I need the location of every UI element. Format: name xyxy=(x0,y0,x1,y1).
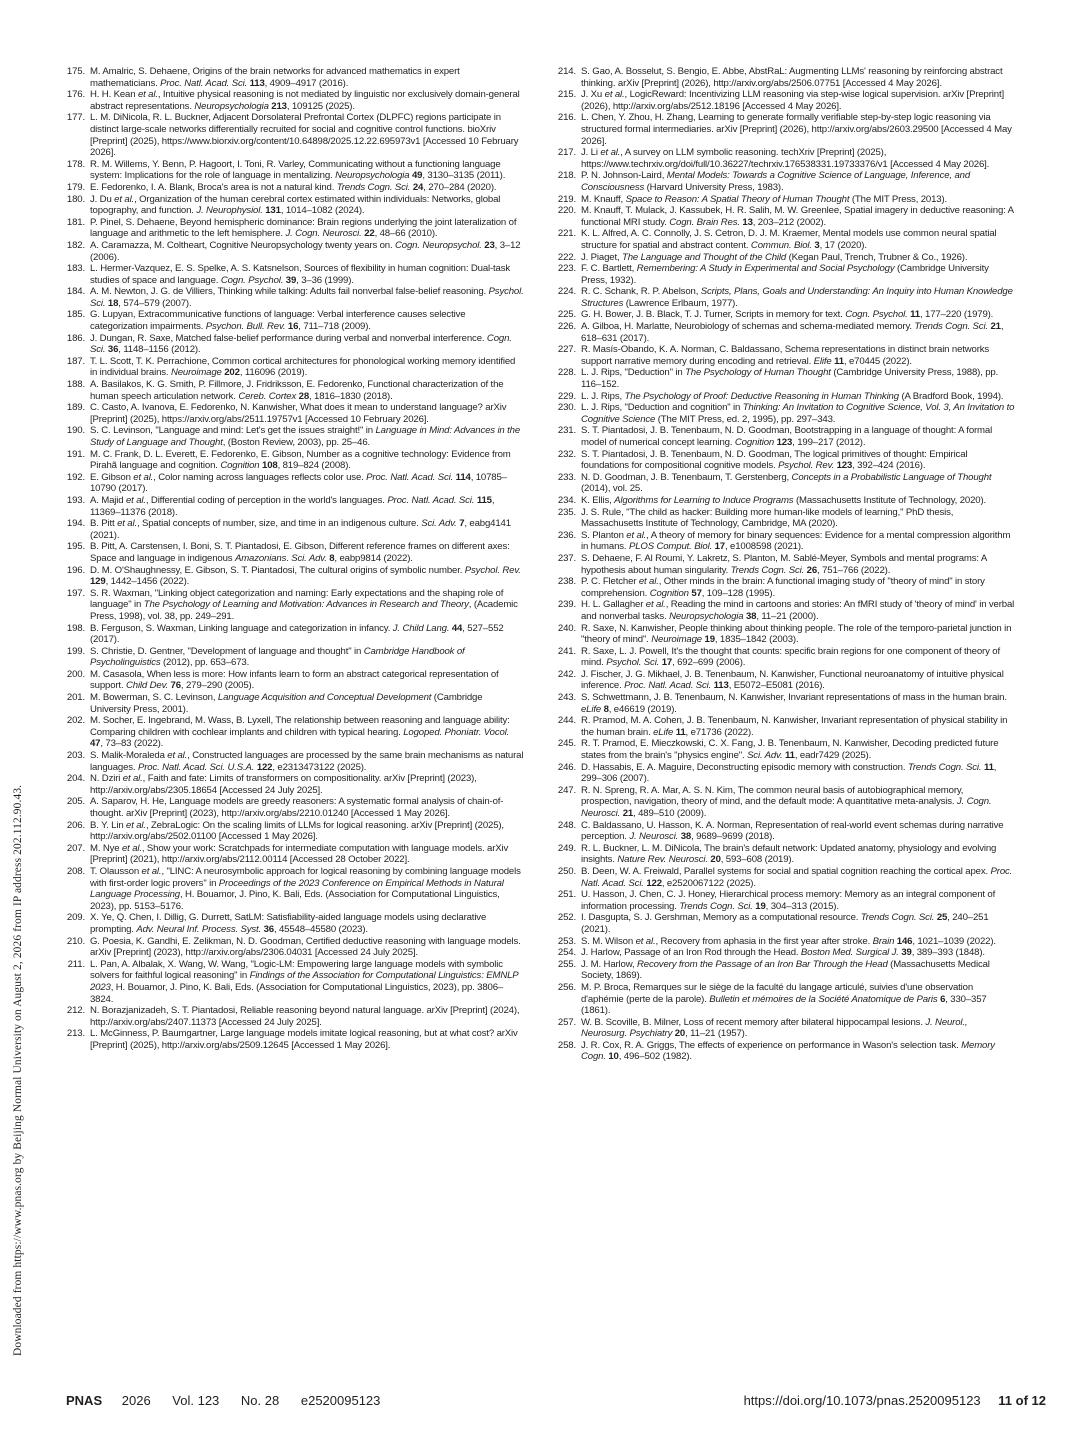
reference-item xyxy=(64,309,524,332)
reference-number: 231. xyxy=(557,425,576,437)
reference-text: S. Christie, D. Gentner, "Development of language and thought" in Cambridge Handbook of Psycholinguistics (2012), pp. 653–673. xyxy=(90,645,465,669)
reference-number: 185. xyxy=(66,309,85,321)
reference-item xyxy=(64,112,524,158)
reference-item xyxy=(64,495,524,518)
reference-number: 240. xyxy=(557,622,576,634)
reference-item xyxy=(555,623,1015,646)
reference-text: S. Dehaene, F. Al Roumi, Y. Lakretz, S. Planton, M. Sablé-Meyer, Symbols and mental programs: A hypothesis about human singularity. Trends Cogn. Sci. 26, 751–766 (2022). xyxy=(581,552,987,576)
reference-text: P. N. Johnson-Laird, Mental Models: Towards a Cognitive Science of Language, Inference, and Consciousness (Harvard University Press, 1983). xyxy=(581,170,971,193)
reference-item xyxy=(555,843,1015,866)
reference-text: S. T. Piantadosi, J. B. Tenenbaum, N. D. Goodman, Bootstrapping in a language of thought: A formal model of numerical concept learning. Cognition 123, 199–217 (2012). xyxy=(581,425,993,448)
reference-item xyxy=(555,692,1015,715)
reference-text: U. Hasson, J. Chen, C. J. Honey, Hierarchical process memory: Memory as an integral component of information processing. Trends Cogn. Sci. 19, 304–313 (2015). xyxy=(581,889,996,912)
reference-number: 181. xyxy=(66,216,85,228)
reference-number: 182. xyxy=(66,239,85,251)
reference-item xyxy=(555,495,1015,507)
reference-text: G. H. Bower, J. B. Black, T. J. Turner, Scripts in memory for text. Cogn. Psychol. 11, 177–220 (1979). xyxy=(581,309,994,321)
reference-number: 223. xyxy=(557,263,576,275)
reference-item xyxy=(64,796,524,819)
reference-text: M. Knauff, T. Mulack, J. Kassubek, H. R. Salih, M. W. Greenlee, Spatial imagery in deductive reasoning: A functional MRI study. Cogn. Brain Res. 13, 203–212 (2002). xyxy=(581,205,1014,228)
reference-number: 201. xyxy=(66,692,85,704)
reference-item xyxy=(64,159,524,182)
reference-number: 206. xyxy=(66,819,85,831)
reference-item xyxy=(64,240,524,263)
reference-text: S. Planton et al., A theory of memory for binary sequences: Evidence for a mental compression algorithm in humans. PLOS Comput. Biol. 17, e1008598 (2021). xyxy=(581,529,1011,553)
reference-number: 248. xyxy=(557,819,576,831)
reference-item xyxy=(64,623,524,646)
reference-text: M. Bowerman, S. C. Levinson, Language Acquisition and Conceptual Development (Cambridge University Press, 2001). xyxy=(90,692,483,715)
reference-number: 194. xyxy=(66,518,85,530)
reference-number: 221. xyxy=(557,228,576,240)
reference-text: N. D. Goodman, J. B. Tenenbaum, T. Gerstenberg, Concepts in a Probabilistic Language of Thought (2014), vol. 25. xyxy=(581,471,992,495)
reference-number: 228. xyxy=(557,367,576,379)
reference-number: 195. xyxy=(66,541,85,553)
reference-item xyxy=(555,147,1015,170)
reference-item xyxy=(64,379,524,402)
reference-number: 186. xyxy=(66,332,85,344)
reference-text: S. Gao, A. Bosselut, S. Bengio, E. Abbe, AbstRaL: Augmenting LLMs' reasoning by reinforcing abstract thinking. arXiv [Preprint] (2026), http://arxiv.org/abs/2506.07751 [Accessed 4 May 2026]. xyxy=(581,66,1003,89)
reference-item xyxy=(555,309,1015,321)
reference-text: S. M. Wilson et al., Recovery from aphasia in the first year after stroke. Brain 146, 1021–1039 (2022). xyxy=(581,935,996,947)
reference-text: E. Fedorenko, I. A. Blank, Broca's area is not a natural kind. Trends Cogn. Sci. 24, 270–284 (2020). xyxy=(90,181,497,193)
reference-item xyxy=(64,449,524,472)
reference-number: 255. xyxy=(557,958,576,970)
reference-item xyxy=(555,391,1015,403)
reference-item xyxy=(64,425,524,448)
footer-citation xyxy=(66,1393,398,1408)
reference-item xyxy=(555,646,1015,669)
reference-item xyxy=(64,356,524,379)
reference-text: M. C. Frank, D. L. Everett, E. Fedorenko, E. Gibson, Number as a cognitive technology: Evidence from Pirahã language and cognition. Cognition 108, 819–824 (2008). xyxy=(90,448,511,472)
reference-number: 250. xyxy=(557,865,576,877)
reference-text: M. P. Broca, Remarques sur le siège de la faculté du langage articulé, suivies d'une observation d'aphémie (perte de la parole). Bulletin et mémoires de la Société Anatomique de Paris 6, 330–357 (1861). xyxy=(581,981,987,1017)
reference-number: 239. xyxy=(557,599,576,611)
reference-item xyxy=(64,866,524,912)
reference-number: 233. xyxy=(557,471,576,483)
reference-item xyxy=(64,286,524,309)
reference-number: 208. xyxy=(66,865,85,877)
reference-number: 213. xyxy=(66,1028,85,1040)
reference-item xyxy=(555,263,1015,286)
reference-text: R. Masís-Obando, K. A. Norman, C. Baldassano, Schema representations in distinct brain networks support narrative memory during encoding and retrieval. Elife 11, e70445 (2022). xyxy=(581,344,990,367)
reference-number: 236. xyxy=(557,529,576,541)
reference-text: T. Olausson et al., "LINC: A neurosymbolic approach for logical reasoning by combining language models with first-order logic provers" in Proceedings of the 2023 Conference on Empirical Methods in Natural Language Processing, H. Bouamor, J. Pino, K. Bali, Eds. (Association for Computational Linguistics, 2023), pp. 5153–5176. xyxy=(90,865,521,912)
reference-text: M. Socher, E. Ingebrand, M. Wass, B. Lyxell, The relationship between reasoning and language ability: Comparing children with cochlear implants and children with typical hearing. Logoped. Phoniatr. Vocol. 47, 73–83 (2022). xyxy=(90,715,510,750)
reference-text: S. Schwettmann, J. B. Tenenbaum, N. Kanwisher, Invariant representations of mass in the human brain. eLife 8, e46619 (2019). xyxy=(581,692,1007,715)
reference-text: N. Dziri et al., Faith and fate: Limits of transformers on compositionality. arXiv [Preprint] (2023), http://arxiv.org/abs/2305.18654 [Accessed 24 July 2025]. xyxy=(90,773,477,796)
reference-item xyxy=(555,170,1015,193)
reference-number: 244. xyxy=(557,715,576,727)
reference-item xyxy=(64,936,524,959)
reference-number: 178. xyxy=(66,158,85,170)
doi-link[interactable]: https://doi.org/10.1073/pnas.2520095123 xyxy=(743,1393,981,1408)
reference-number: 247. xyxy=(557,784,576,796)
reference-list-left xyxy=(64,66,524,1051)
reference-number: 189. xyxy=(66,402,85,414)
reference-item xyxy=(64,1005,524,1028)
footer-year: 2026 xyxy=(121,1393,151,1408)
reference-number: 191. xyxy=(66,448,85,460)
reference-item xyxy=(64,588,524,623)
reference-item xyxy=(64,646,524,669)
reference-item xyxy=(555,321,1015,344)
reference-text: S. Malik-Moraleda et al., Constructed languages are processed by the same brain mechanisms as natural languages. Proc. Natl. Acad. Sci. U.S.A. 122, e2313473122 (2025). xyxy=(90,750,524,773)
reference-text: R. N. Spreng, R. A. Mar, A. S. N. Kim, The common neural basis of autobiographical memory, prospection, navigation, theory of mind, and the default mode: A quantitative meta-analysis. J. Cogn. Neurosci. 21, 489–510 (2009). xyxy=(581,784,992,819)
reference-text: C. Casto, A. Ivanova, E. Fedorenko, N. Kanwisher, What does it mean to understand language? arXiv [Preprint] (2025), https://arxiv.org/abs/2511.19757v1 [Accessed 10 February 2026]. xyxy=(90,402,507,425)
reference-number: 249. xyxy=(557,842,576,854)
reference-item xyxy=(555,367,1015,390)
reference-number: 251. xyxy=(557,889,576,901)
reference-item xyxy=(555,112,1015,147)
reference-text: T. L. Scott, T. K. Perrachione, Common cortical architectures for phonological working memory identified in individual brains. Neuroimage 202, 116096 (2019). xyxy=(90,355,516,379)
reference-item xyxy=(64,669,524,692)
reference-number: 227. xyxy=(557,344,576,356)
reference-text: R. Saxe, N. Kanwisher, People thinking about thinking people. The role of the temporo-parietal junction in "theory of mind". Neuroimage 19, 1835–1842 (2003). xyxy=(581,622,1012,646)
reference-item xyxy=(64,750,524,773)
reference-text: W. B. Scoville, B. Milner, Loss of recent memory after bilateral hippocampal lesions. J. Neurol., Neurosurg. Psychiatry 20, 11–21 (1957). xyxy=(581,1016,968,1040)
reference-item xyxy=(64,959,524,1005)
reference-text: J. Harlow, Passage of an Iron Rod through the Head. Boston Med. Surgical J. 39, 389–393 (1848). xyxy=(581,947,985,959)
reference-item xyxy=(555,89,1015,112)
reference-text: S. R. Waxman, "Linking object categorization and naming: Early expectations and the shaping role of language" in The Psychology of Learning and Motivation: Advances in Research and Theory, (Academic Press, 1998), vol. 38, pp. 249–291. xyxy=(90,587,518,622)
reference-number: 224. xyxy=(557,286,576,298)
reference-text: A. Majid et al., Differential coding of perception in the world's languages. Proc. Natl. Acad. Sci. 115, 11369–11376 (2018). xyxy=(90,494,495,518)
reference-text: J. Dungan, R. Saxe, Matched false-belief performance during verbal and nonverbal interference. Cogn. Sci. 36, 1148–1156 (2012). xyxy=(90,332,512,356)
reference-item xyxy=(555,599,1015,622)
reference-text: L. M. DiNicola, R. L. Buckner, Adjacent Dorsolateral Prefrontal Cortex (DLPFC) regions participate in distinct large-scale networks differentially recruited for social and cognitive control functions. bioXriv [Preprint] (2025), https://www.biorxiv.org/content/10.64898/2025.12.22.695973v1 [Accessed 10 February 2026]. xyxy=(90,112,519,159)
reference-text: P. Pinel, S. Dehaene, Beyond hemispheric dominance: Brain regions underlying the joint lateralization of language and arithmetic to the left hemisphere. J. Cogn. Neurosci. 22, 48–66 (2010). xyxy=(90,216,517,240)
reference-item xyxy=(64,843,524,866)
reference-item xyxy=(555,785,1015,820)
reference-text: B. Y. Lin et al., ZebraLogic: On the scaling limits of LLMs for logical reasoning. arXiv [Preprint] (2025), http://arxiv.org/abs/2502.01100 [Accessed 1 May 2026]. xyxy=(90,819,504,843)
reference-text: L. J. Rips, The Psychology of Proof: Deductive Reasoning in Human Thinking (A Bradford Book, 1994). xyxy=(581,390,1004,402)
reference-text: B. Pitt, A. Carstensen, I. Boni, S. T. Piantadosi, E. Gibson, Different reference frames on different axes: Space and language in indigenous Amazonians. Sci. Adv. 8, eabp9814 (2022). xyxy=(90,541,510,564)
reference-item xyxy=(64,1028,524,1051)
reference-text: H. H. Kean et al., Intuitive physical reasoning is not mediated by linguistic nor exclusively domain-general abstract representations. Neuropsychologia 213, 109125 (2025). xyxy=(90,89,520,112)
reference-number: 238. xyxy=(557,576,576,588)
reference-item xyxy=(64,182,524,194)
reference-text: K. Ellis, Algorithms for Learning to Induce Programs (Massachusetts Institute of Technology, 2020). xyxy=(581,494,987,506)
reference-item xyxy=(555,959,1015,982)
reference-list-right xyxy=(555,66,1015,1063)
reference-text: E. Gibson et al., Color naming across languages reflects color use. Proc. Natl. Acad. Sci. 114, 10785–10790 (2017). xyxy=(90,471,507,495)
reference-number: 229. xyxy=(557,390,576,402)
footer-volume: Vol. 123 xyxy=(172,1393,220,1408)
reference-number: 183. xyxy=(66,263,85,275)
page-footer xyxy=(66,1393,1046,1411)
reference-text: A. Basilakos, K. G. Smith, P. Fillmore, J. Fridriksson, E. Fedorenko, Functional characterization of the human speech articulation network. Cereb. Cortex 28, 1816–1830 (2018). xyxy=(90,379,504,402)
reference-number: 188. xyxy=(66,379,85,391)
reference-text: B. Deen, W. A. Freiwald, Parallel systems for social and spatial cognition reaching the cortical apex. Proc. Natl. Acad. Sci. 122, e2520067122 (2025). xyxy=(581,865,1013,889)
reference-item xyxy=(64,89,524,112)
reference-number: 179. xyxy=(66,181,85,193)
reference-number: 225. xyxy=(557,309,576,321)
reference-text: I. Dasgupta, S. J. Gershman, Memory as a computational resource. Trends Cogn. Sci. 25, 240–251 (2021). xyxy=(581,912,989,935)
reference-text: X. Ye, Q. Chen, I. Dillig, G. Durrett, SatLM: Satisfiability-aided language models using declarative prompting. Adv. Neural Inf. Process. Syst. 36, 45548–45580 (2023). xyxy=(90,912,487,935)
reference-number: 184. xyxy=(66,286,85,298)
reference-item xyxy=(555,576,1015,599)
reference-number: 203. xyxy=(66,750,85,762)
reference-text: R. M. Willems, Y. Benn, P. Hagoort, I. Toni, R. Varley, Communicating without a functioning language system: Implications for the role of language in mentalizing. Neuropsychologia 49, 3130–3135 (2011). xyxy=(90,158,506,182)
reference-number: 180. xyxy=(66,193,85,205)
reference-item xyxy=(64,194,524,217)
reference-text: B. Ferguson, S. Waxman, Linking language and categorization in infancy. J. Child Lang. 44, 527–552 (2017). xyxy=(90,622,504,646)
reference-number: 253. xyxy=(557,935,576,947)
reference-text: A. Caramazza, M. Coltheart, Cognitive Neuropsychology twenty years on. Cogn. Neuropsychol. 23, 3–12 (2006). xyxy=(90,239,521,263)
reference-item xyxy=(555,472,1015,495)
reference-number: 177. xyxy=(66,112,85,124)
reference-number: 212. xyxy=(66,1005,85,1017)
reference-text: S. C. Levinson, "Language and mind: Let's get the issues straight!" in Language in Mind: Advances in the Study of Language and Thought, (Boston Review, 2003), pp. 25–46. xyxy=(90,425,521,448)
reference-text: M. Casasola, When less is more: How infants learn to form an abstract categorical representation of support. Child Dev. 76, 279–290 (2005). xyxy=(90,668,499,692)
reference-number: 217. xyxy=(557,147,576,159)
reference-number: 214. xyxy=(557,66,576,77)
reference-number: 187. xyxy=(66,355,85,367)
reference-text: L. Chen, Y. Zhou, H. Zhang, Learning to generate formally verifiable step-by-step logic reasoning via structured formal intermediaries. arXiv [Preprint] (2026), http://arxiv.org/abs/2603.29500 [Accessed 4 May 2026]. xyxy=(581,112,1012,147)
reference-number: 230. xyxy=(557,402,576,414)
reference-text: J. Du et al., Organization of the human cerebral cortex estimated within individuals: Networks, global topography, and function. J. Neurophysiol. 131, 1014–1082 (2024). xyxy=(90,193,501,217)
reference-item xyxy=(555,252,1015,264)
reference-item xyxy=(64,773,524,796)
reference-item xyxy=(555,912,1015,935)
reference-number: 254. xyxy=(557,947,576,959)
reference-text: P. C. Fletcher et al., Other minds in the brain: A functional imaging study of "theory of mind" in story comprehension. Cognition 57, 109–128 (1995). xyxy=(581,576,985,599)
reference-text: R. Saxe, L. J. Powell, It's the thought that counts: specific brain regions for one component of theory of mind. Psychol. Sci. 17, 692–699 (2006). xyxy=(581,645,1000,669)
reference-text: D. M. O'Shaughnessy, E. Gibson, S. T. Piantadosi, The cultural origins of symbolic number. Psychol. Rev. 129, 1442–1456 (2022). xyxy=(90,564,521,588)
reference-number: 197. xyxy=(66,587,85,599)
reference-item xyxy=(555,889,1015,912)
reference-item xyxy=(64,472,524,495)
reference-number: 218. xyxy=(557,170,576,182)
reference-item xyxy=(64,692,524,715)
reference-number: 232. xyxy=(557,448,576,460)
reference-number: 176. xyxy=(66,89,85,101)
reference-number: 256. xyxy=(557,981,576,993)
reference-number: 175. xyxy=(66,66,85,77)
reference-number: 226. xyxy=(557,321,576,333)
reference-text: J. R. Cox, R. A. Griggs, The effects of experience on performance in Wason's selection task. Memory Cogn. 10, 496–502 (1982). xyxy=(581,1039,995,1063)
reference-item xyxy=(64,565,524,588)
reference-item xyxy=(555,738,1015,761)
reference-item xyxy=(64,541,524,564)
reference-number: 210. xyxy=(66,935,85,947)
reference-text: J. Piaget, The Language and Thought of the Child (Kegan Paul, Trench, Trubner & Co., 1926). xyxy=(581,251,968,263)
reference-number: 211. xyxy=(67,958,85,970)
reference-number: 216. xyxy=(557,112,576,124)
journal-name: PNAS xyxy=(66,1393,103,1408)
reference-text: A. Saparov, H. He, Language models are greedy reasoners: A systematic formal analysis of chain-of-thought. arXiv [Preprint] (2023), http://arxiv.org/abs/2210.01240 [Accessed 1 May 2026]. xyxy=(90,796,504,819)
reference-number: 190. xyxy=(66,425,85,437)
reference-item xyxy=(555,507,1015,530)
reference-number: 215. xyxy=(557,89,576,101)
reference-number: 222. xyxy=(557,251,576,263)
reference-item xyxy=(555,286,1015,309)
reference-item xyxy=(64,912,524,935)
footer-issue: No. 28 xyxy=(240,1393,280,1408)
reference-text: J. M. Harlow, Recovery from the Passage of an Iron Bar Through the Head (Massachusetts Medical Society, 1869). xyxy=(581,958,990,982)
reference-text: K. L. Alfred, A. C. Connolly, J. S. Cetron, D. J. M. Kraemer, Mental models use common neural spatial structure for spatial and abstract content. Commun. Biol. 3, 17 (2020). xyxy=(581,228,997,251)
reference-text: A. Gilboa, H. Marlatte, Neurobiology of schemas and schema-mediated memory. Trends Cogn. Sci. 21, 618–631 (2017). xyxy=(581,321,1004,344)
reference-text: C. Baldassano, U. Hasson, K. A. Norman, Representation of real-world event schemas during narrative perception. J. Neurosci. 38, 9689–9699 (2018). xyxy=(581,819,1004,843)
download-notice: Downloaded from https://www.pnas.org by Beijing Normal University on August 2, 2026 from IP address 202.112.90.43. xyxy=(12,784,24,1356)
reference-text: N. Borazjanizadeh, S. T. Piantadosi, Reliable reasoning beyond natural language. arXiv [Preprint] (2024), http://arxiv.org/abs/2407.11373 [Accessed 24 July 2025]. xyxy=(90,1005,520,1028)
reference-number: 209. xyxy=(66,912,85,924)
reference-item xyxy=(64,402,524,425)
reference-text: L. J. Rips, "Deduction and cognition" in Thinking: An Invitation to Cognitive Science, Vol. 3, An Invitation to Cognitive Science (The MIT Press, ed. 2, 1995), pp. 297–343. xyxy=(581,402,1015,425)
reference-number: 205. xyxy=(66,796,85,808)
reference-text: R. Pramod, M. A. Cohen, J. B. Tenenbaum, N. Kanwisher, Invariant representation of physical stability in the human brain. eLife 11, e71736 (2022). xyxy=(581,715,1008,738)
reference-item xyxy=(555,866,1015,889)
reference-item xyxy=(555,344,1015,367)
reference-number: 234. xyxy=(557,494,576,506)
reference-number: 219. xyxy=(557,193,576,205)
reference-number: 237. xyxy=(557,552,576,564)
reference-item xyxy=(64,263,524,286)
reference-item xyxy=(555,425,1015,448)
reference-number: 246. xyxy=(557,761,576,773)
reference-item xyxy=(555,66,1015,89)
reference-text: L. J. Rips, "Deduction" in The Psychology of Human Thought (Cambridge University Press, 1988), pp. 116–152. xyxy=(581,367,999,391)
reference-item xyxy=(555,669,1015,692)
reference-text: A. M. Newton, J. G. de Villiers, Thinking while talking: Adults fail nonverbal false-belief reasoning. Psychol. Sci. 18, 574–579 (2007). xyxy=(90,286,524,309)
reference-number: 199. xyxy=(66,645,85,657)
reference-number: 235. xyxy=(557,506,576,518)
reference-text: J. Li et al., A survey on LLM symbolic reasoning. techXriv [Preprint] (2025), https://www.techrxiv.org/doi/full/10.36227/techrxiv.176538331.19733376/v1 [Accessed 4 May 2026]. xyxy=(581,147,990,170)
reference-number: 204. xyxy=(66,773,85,785)
reference-text: L. Hermer-Vazquez, E. S. Spelke, A. S. Katsnelson, Sources of flexibility in human cognition: Dual-task studies of space and language. Cogn. Psychol. 39, 3–36 (1999). xyxy=(90,263,511,286)
reference-number: 257. xyxy=(557,1016,576,1028)
page-number: 11 of 12 xyxy=(998,1393,1046,1408)
reference-item xyxy=(555,553,1015,576)
reference-text: H. L. Gallagher et al., Reading the mind in cartoons and stories: An fMRI study of 'theory of mind' in verbal and nonverbal tasks. Neuropsychologia 38, 11–21 (2000). xyxy=(581,599,1015,622)
reference-number: 198. xyxy=(66,622,85,634)
reference-text: M. Knauff, Space to Reason: A Spatial Theory of Human Thought (The MIT Press, 2013). xyxy=(581,193,948,205)
reference-number: 245. xyxy=(557,738,576,750)
reference-item xyxy=(555,205,1015,228)
reference-item xyxy=(555,402,1015,425)
reference-item xyxy=(555,530,1015,553)
reference-text: L. McGinness, P. Baumgartner, Large language models imitate logical reasoning, but at what cost? arXiv [Preprint] (2025), http://arxiv.org/abs/2509.12645 [Accessed 1 May 2026]. xyxy=(90,1028,518,1051)
reference-text: R. C. Schank, R. P. Abelson, Scripts, Plans, Goals and Understanding: An Inquiry into Human Knowledge Structures (Lawrence Erlbaum, 1977). xyxy=(581,286,1013,309)
reference-text: J. Fischer, J. G. Mikhael, J. B. Tenenbaum, N. Kanwisher, Functional neuroanatomy of intuitive physical inference. Proc. Natl. Acad. Sci. 113, E5072–E5081 (2016). xyxy=(581,668,1004,692)
reference-item xyxy=(555,1017,1015,1040)
reference-item xyxy=(555,1040,1015,1063)
reference-item xyxy=(64,66,524,89)
reference-text: J. Xu et al., LogicReward: Incentivizing LLM reasoning via step-wise logical supervision. arXiv [Preprint] (2026), http://arxiv.org/abs/2512.18196 [Accessed 4 May 2026]. xyxy=(581,89,1004,112)
reference-text: M. Amalric, S. Dehaene, Origins of the brain networks for advanced mathematics in expert mathematicians. Proc. Natl. Acad. Sci. 113, 4909–4917 (2016). xyxy=(90,66,460,89)
reference-text: G. Poesia, K. Gandhi, E. Zelikman, N. D. Goodman, Certified deductive reasoning with language models. arXiv [Preprint] (2023), http://arxiv.org/abs/2306.04031 [Accessed 24 July 2025]. xyxy=(90,935,521,959)
reference-text: L. Pan, A. Albalak, X. Wang, W. Wang, "Logic-LM: Empowering large language models with symbolic solvers for faithful logical reasoning" in Findings of the Association for Computational Linguistics: EMNLP 2023, H. Bouamor, J. Pino, K. Bali, Eds. (Association for Computational Linguistics, 2023), pp. 3806–3824. xyxy=(90,958,519,1005)
reference-item xyxy=(555,715,1015,738)
reference-item xyxy=(555,762,1015,785)
reference-number: 258. xyxy=(557,1039,576,1051)
reference-number: 220. xyxy=(557,205,576,217)
reference-number: 243. xyxy=(557,692,576,704)
reference-text: J. S. Rule, "The child as hacker: Building more human-like models of learning," PhD thesis, Massachusetts Institute of Technology, Cambridge, MA (2020). xyxy=(581,506,954,530)
reference-text: B. Pitt et al., Spatial concepts of number, size, and time in an indigenous culture. Sci. Adv. 7, eabg4141 (2021). xyxy=(90,518,511,541)
reference-item xyxy=(555,936,1015,948)
reference-item xyxy=(555,449,1015,472)
reference-text: G. Lupyan, Extracommunicative functions of language: Verbal interference causes selective categorization impairments. Psychon. Bull. Rev. 16, 711–718 (2009). xyxy=(90,309,466,333)
reference-number: 207. xyxy=(66,842,85,854)
reference-number: 192. xyxy=(66,471,85,483)
reference-item xyxy=(64,217,524,240)
reference-item xyxy=(555,947,1015,959)
reference-number: 241. xyxy=(557,645,576,657)
reference-number: 252. xyxy=(557,912,576,924)
reference-number: 200. xyxy=(66,668,85,680)
reference-item xyxy=(64,333,524,356)
reference-item xyxy=(64,820,524,843)
reference-text: M. Nye et al., Show your work: Scratchpads for intermediate computation with language models. arXiv [Preprint] (2021), http://arxiv.org/abs/2112.00114 [Accessed 28 October 2022]. xyxy=(90,842,509,866)
reference-text: S. T. Piantadosi, J. B. Tenenbaum, N. D. Goodman, The logical primitives of thought: Empirical foundations for compositional cognitive models. Psychol. Rev. 123, 392–424 (2016). xyxy=(581,448,968,472)
reference-number: 193. xyxy=(66,494,85,506)
reference-item xyxy=(555,194,1015,206)
reference-text: F. C. Bartlett, Remembering: A Study in Experimental and Social Psychology (Cambridge University Press, 1932). xyxy=(581,263,989,286)
reference-number: 242. xyxy=(557,668,576,680)
reference-item xyxy=(64,518,524,541)
reference-item xyxy=(555,820,1015,843)
reference-number: 196. xyxy=(66,564,85,576)
reference-text: R. T. Pramod, E. Mieczkowski, C. X. Fang, J. B. Tenenbaum, N. Kanwisher, Decoding predicted future states from the brain's "physics engine". Sci. Adv. 11, eadr7429 (2025). xyxy=(581,738,999,762)
reference-number: 202. xyxy=(66,715,85,727)
footer-doi-block xyxy=(744,1393,1046,1408)
footer-article-id: e2520095123 xyxy=(300,1393,381,1408)
reference-item xyxy=(64,715,524,750)
reference-text: D. Hassabis, E. A. Maguire, Deconstructing episodic memory with construction. Trends Cogn. Sci. 11, 299–306 (2007). xyxy=(581,761,997,785)
reference-item xyxy=(555,228,1015,251)
reference-text: R. L. Buckner, L. M. DiNicola, The brain's default network: Updated anatomy, physiology and evolving insights. Nature Rev. Neurosci. 20, 593–608 (2019). xyxy=(581,842,997,866)
reference-item xyxy=(555,982,1015,1017)
